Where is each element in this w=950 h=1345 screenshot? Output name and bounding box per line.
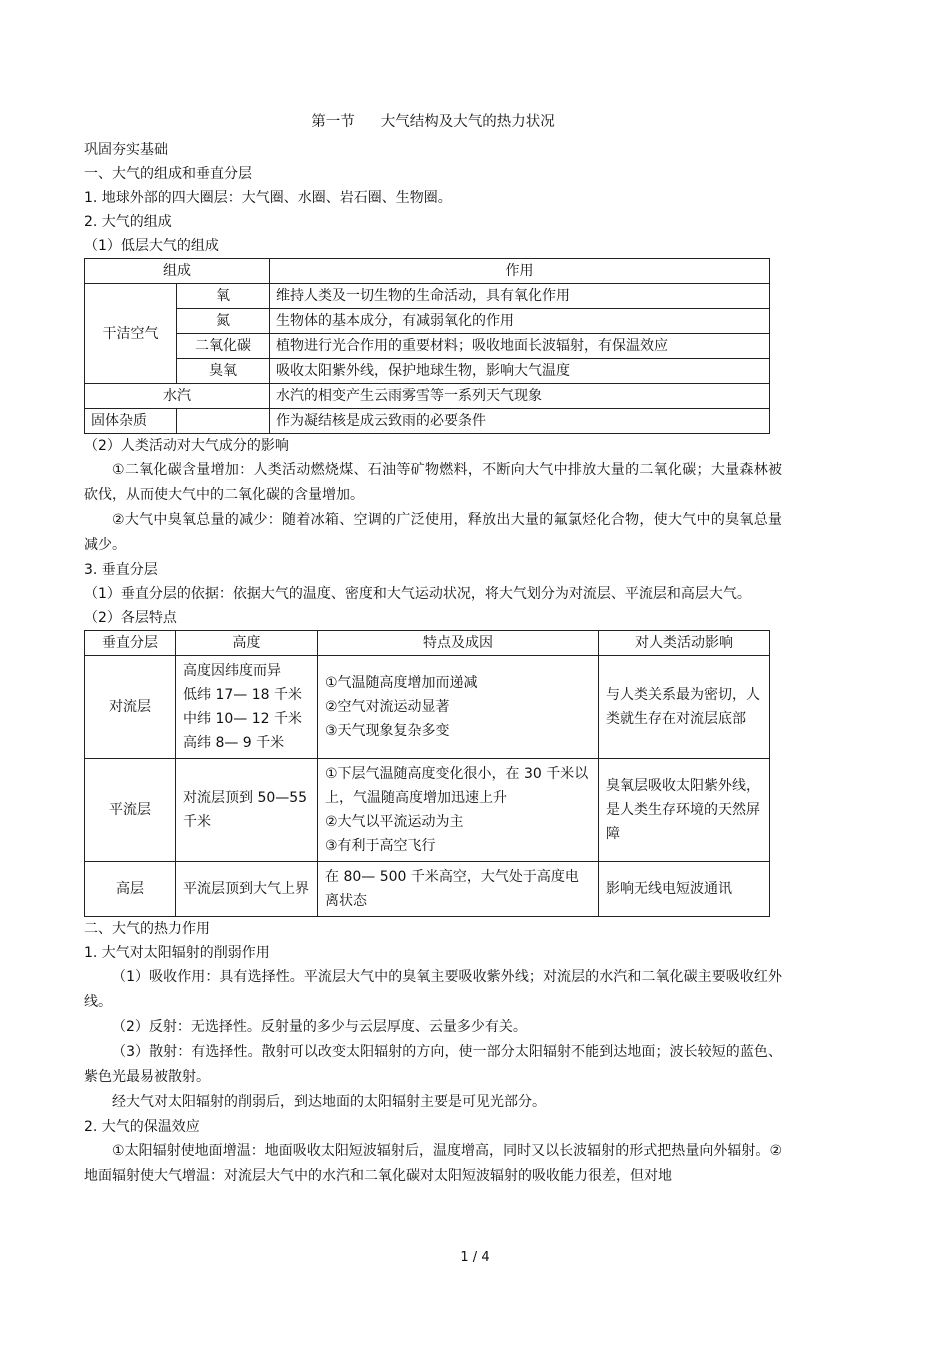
feature-line: ③天气现象复杂多变 <box>325 723 450 739</box>
part1-line5: 3. 垂直分层 <box>84 562 158 578</box>
component-role: 维持人类及一切生物的生命活动，具有氧化作用 <box>270 284 770 309</box>
layer-impact: 臭氧层吸收太阳紫外线，是人类生存环境的天然屏障 <box>599 759 770 862</box>
solid-impurity-cell: 固体杂质 <box>85 409 177 434</box>
layer-height <box>176 656 318 759</box>
section-number: 第一节 <box>311 114 355 130</box>
section-title <box>84 112 782 132</box>
header-impact: 对人类活动影响 <box>599 631 770 656</box>
document-page <box>84 112 782 1189</box>
layer-name: 高层 <box>85 862 176 917</box>
part1-heading: 一、大气的组成和垂直分层 <box>84 166 252 182</box>
height-line: 高纬 8— 9 千米 <box>183 735 285 751</box>
paragraph-scattering: （3）散射：有选择性。散射可以改变太阳辐射的方向，使一部分太阳辐射不能到达地面；波长较短的蓝色、紫色光最易被散射。 <box>84 1044 782 1085</box>
layer-table <box>84 630 770 917</box>
part2-line2: 2. 大气的保温效应 <box>84 1119 200 1135</box>
feature-line: ②空气对流运动显著 <box>325 699 450 715</box>
height-line: 低纬 17— 18 千米 <box>183 687 302 703</box>
paragraph-greenhouse: ①太阳辐射使地面增温：地面吸收太阳短波辐射后，温度增高，同时又以长波辐射的形式把热量向外辐射。②地面辐射使大气增温：对流层大气中的水汽和二氧化碳对太阳短波辐射的吸收能力很差，但对地 <box>84 1143 782 1184</box>
feature-line: ②大气以平流运动为主 <box>325 814 464 830</box>
height-line: 中纬 10— 12 千米 <box>183 711 302 727</box>
part1-line2: 2. 大气的组成 <box>84 214 172 230</box>
height-line: 对流层顶到 50—55 千米 <box>183 790 308 830</box>
layer-height <box>176 759 318 862</box>
part1-line4: （2）人类活动对大气成分的影响 <box>84 438 289 454</box>
header-layer: 垂直分层 <box>85 631 176 656</box>
height-line: 高度因纬度而异 <box>183 663 281 679</box>
composition-table <box>84 258 770 434</box>
component-name: 二氧化碳 <box>177 334 270 359</box>
part1-line1: 1. 地球外部的四大圈层：大气圈、水圈、岩石圈、生物圈。 <box>84 190 452 206</box>
layer-height <box>176 862 318 917</box>
dry-air-cell: 干洁空气 <box>85 284 177 384</box>
paragraph-absorption: （1）吸收作用：具有选择性。平流层大气中的臭氧主要吸收紫外线；对流层的水汽和二氧化碳主要吸收红外线。 <box>84 969 782 1010</box>
component-role: 植物进行光合作用的重要材料；吸收地面长波辐射，有保温效应 <box>270 334 770 359</box>
layer-features <box>318 862 599 917</box>
layer-impact: 与人类关系最为密切，人类就生存在对流层底部 <box>599 656 770 759</box>
header-features: 特点及成因 <box>318 631 599 656</box>
paragraph-co2: ①二氧化碳含量增加：人类活动燃烧煤、石油等矿物燃料，不断向大气中排放大量的二氧化碳；大量森林被砍伐，从而使大气中的二氧化碳的含量增加。 <box>84 462 782 503</box>
header-composition: 组成 <box>85 259 270 284</box>
height-line: 平流层顶到大气上界 <box>183 881 309 897</box>
layer-features <box>318 656 599 759</box>
header-role: 作用 <box>270 259 770 284</box>
layer-features <box>318 759 599 862</box>
part1-line3: （1）低层大气的组成 <box>84 238 219 254</box>
feature-line: 在 80— 500 千米高空，大气处于高度电离状态 <box>325 869 579 909</box>
solid-impurity-role: 作为凝结核是成云致雨的必要条件 <box>270 409 770 434</box>
layer-name: 平流层 <box>85 759 176 862</box>
heading-base: 巩固夯实基础 <box>84 142 168 158</box>
water-vapor-role: 水汽的相变产生云雨雾雪等一系列天气现象 <box>270 384 770 409</box>
header-height: 高度 <box>176 631 318 656</box>
part1-line6: （1）垂直分层的依据：依据大气的温度、密度和大气运动状况，将大气划分为对流层、平流层和高层大气。 <box>84 586 751 602</box>
layer-name: 对流层 <box>85 656 176 759</box>
water-vapor-cell: 水汽 <box>85 384 270 409</box>
part2-line1: 1. 大气对太阳辐射的削弱作用 <box>84 945 270 961</box>
page-number: 1 / 4 <box>460 1250 490 1265</box>
layer-impact: 影响无线电短波通讯 <box>599 862 770 917</box>
component-name: 臭氧 <box>177 359 270 384</box>
part2-heading: 二、大气的热力作用 <box>84 921 210 937</box>
paragraph-visible-light: 经大气对太阳辐射的削弱后，到达地面的太阳辐射主要是可见光部分。 <box>112 1094 546 1110</box>
feature-line: ③有利于高空飞行 <box>325 838 436 854</box>
component-name: 氧 <box>177 284 270 309</box>
paragraph-ozone: ②大气中臭氧总量的减少：随着冰箱、空调的广泛使用，释放出大量的氟氯烃化合物，使大气中的臭氧总量减少。 <box>84 512 782 553</box>
empty-cell <box>177 409 270 434</box>
part1-line7: （2）各层特点 <box>84 610 177 626</box>
section-topic: 大气结构及大气的热力状况 <box>380 114 555 130</box>
component-role: 吸收太阳紫外线，保护地球生物，影响大气温度 <box>270 359 770 384</box>
feature-line: ①下层气温随高度变化很小，在 30 千米以上，气温随高度增加迅速上升 <box>325 766 589 806</box>
feature-line: ①气温随高度增加而递减 <box>325 675 478 691</box>
component-name: 氮 <box>177 309 270 334</box>
paragraph-reflection: （2）反射：无选择性。反射量的多少与云层厚度、云量多少有关。 <box>112 1019 527 1035</box>
component-role: 生物体的基本成分，有减弱氧化的作用 <box>270 309 770 334</box>
